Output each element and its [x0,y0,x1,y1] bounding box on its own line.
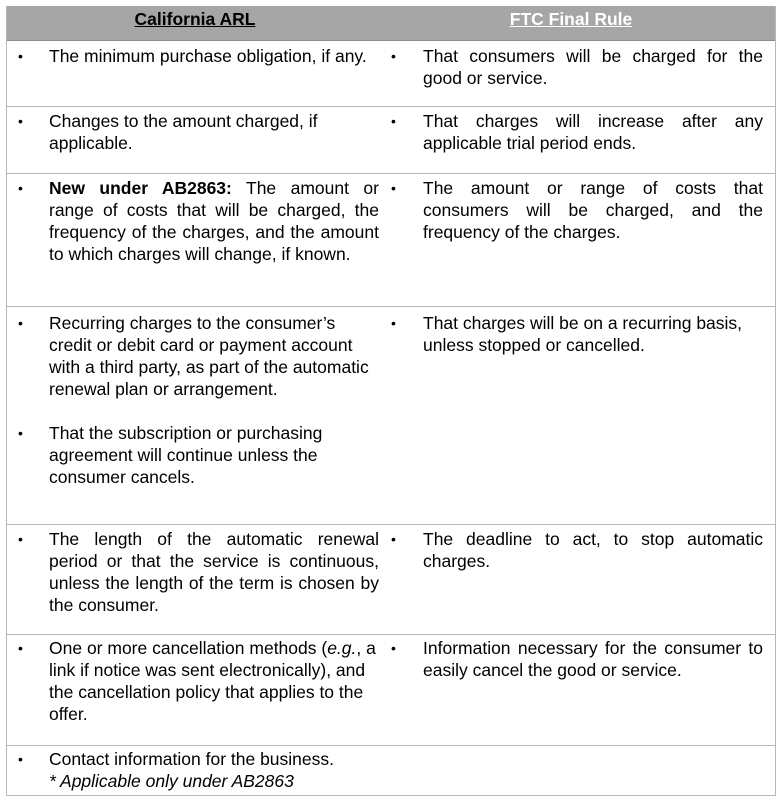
bullet-icon: • [18,180,23,196]
cell-california [7,174,383,306]
list-item [383,177,763,243]
table-header [7,6,775,41]
cell-california [7,525,383,634]
list-item [383,528,763,572]
new-under-label: New under AB2863: [49,178,232,198]
item-text-pre: One or more cancellation methods ( [49,638,328,658]
bullet-icon: • [391,640,396,656]
cell-ftc [383,746,759,795]
bullet-icon: • [18,315,23,331]
list-item [383,312,763,356]
item-text-post: , a link if notice was sent electronically), and the cancellation policy that applies to the offer. [49,638,376,724]
list-item [7,312,383,400]
list-item [7,748,383,792]
cell-california [7,635,383,745]
cell-ftc [383,635,763,745]
item-text: That charges will increase after any applicable trial period ends. [423,111,763,153]
item-text: The deadline to act, to stop automatic charges. [423,529,763,571]
item-text: The length of the automatic renewal period or that the service is continuous, unless the length of the term is chosen by the consumer. [49,529,379,615]
list-item [383,45,763,89]
bullet-icon: • [391,531,396,547]
table-row [7,174,775,307]
list-item [7,422,383,488]
bullet-icon: • [18,531,23,547]
item-text: The amount or range of costs that consumers will be charged, and the frequency of the charges. [423,178,763,242]
list-item [383,637,763,681]
bullet-icon: • [391,48,396,64]
list-item [7,637,383,725]
cell-california [7,307,383,524]
item-text: Changes to the amount charged, if applicable. [49,111,318,153]
header-california-arl: California ARL [134,9,256,29]
header-ftc-final-rule: FTC Final Rule [509,9,633,29]
item-text: That charges will be on a recurring basis, unless stopped or cancelled. [423,313,743,355]
bullet-icon: • [18,751,23,767]
applicability-note: * Applicable only under AB2863 [49,771,294,791]
cell-ftc [383,525,763,634]
item-text: Contact information for the business. [49,749,335,769]
table-row [7,307,775,525]
table-row [7,746,775,796]
bullet-icon: • [18,640,23,656]
cell-ftc [383,307,759,524]
list-item [383,110,763,154]
table-row [7,635,775,746]
list-item [7,110,383,154]
comparison-table [6,6,776,796]
table-row [7,41,775,107]
bullet-icon: • [391,113,396,129]
cell-california [7,746,383,795]
table-row [7,525,775,635]
cell-california [7,41,383,106]
bullet-icon: • [18,48,23,64]
bullet-icon: • [391,315,396,331]
bullet-icon: • [18,425,23,441]
bullet-icon: • [18,113,23,129]
cell-ftc [383,107,763,173]
list-item [7,177,383,265]
item-text: Recurring charges to the consumer’s credit or debit card or payment account with a third party, as part of the automatic renewal plan or arrangement. [49,313,369,399]
item-text: The minimum purchase obligation, if any. [49,46,367,66]
bullet-icon: • [391,180,396,196]
table-row [7,107,775,174]
item-text: The amount or range of costs that will be charged, the frequency of the charges, and the amount to which charges will change, if known. [49,178,379,264]
cell-california [7,107,383,173]
item-text: That the subscription or purchasing agreement will continue unless the consumer cancels. [49,423,323,487]
item-text: Information necessary for the consumer to easily cancel the good or service. [423,638,763,680]
cell-ftc [383,41,763,106]
item-text: That consumers will be charged for the good or service. [423,46,763,88]
list-item [7,528,383,616]
list-item [7,45,383,67]
item-text-em: e.g. [327,638,357,658]
cell-ftc [383,174,763,306]
